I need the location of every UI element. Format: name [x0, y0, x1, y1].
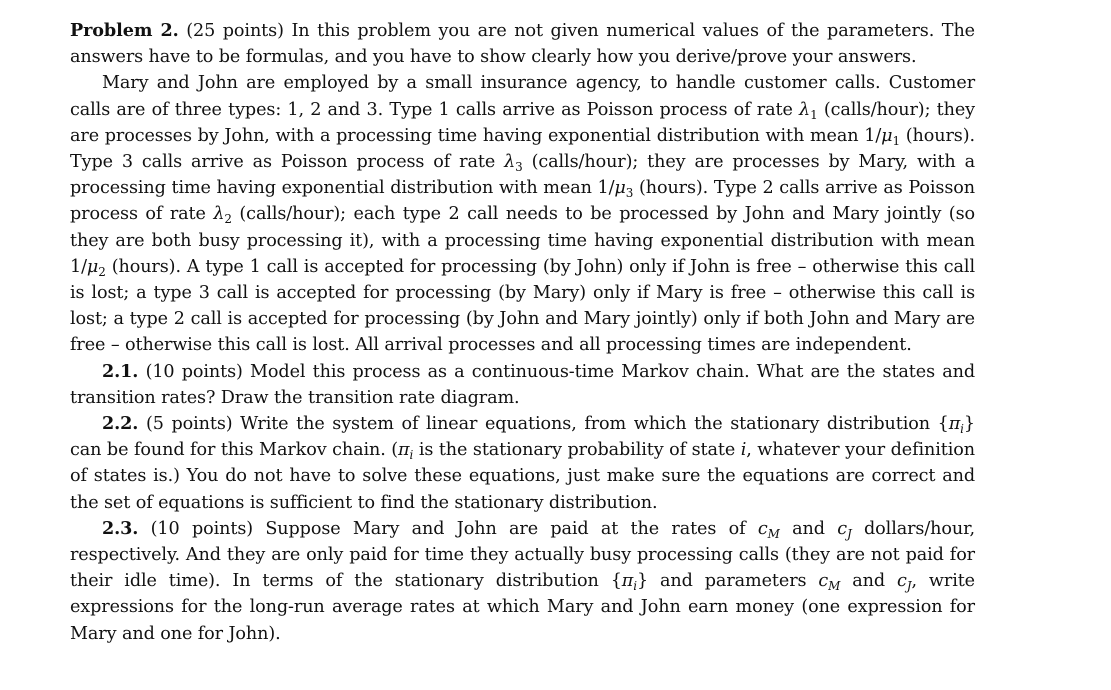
mean-mu-1: $1/\mu_1$	[864, 125, 901, 148]
q23-text-3: dollars/hour, respectively. And they are only paid for time they actually busy processing calls (they are not paid for their idle time). In terms of the stationary distribution	[70, 518, 976, 592]
q23-text-4: and parameters	[660, 571, 807, 592]
problem-intro-text: In this problem you are not given numerical values of the parameters. The answers have to be formulas, and you have to show clearly how you derive/prove your answers.	[70, 21, 975, 68]
pi-set-2: $\{\pi_i\}$	[610, 571, 649, 594]
question-2-2	[70, 411, 975, 516]
desc-sentence-7: (hours). A type 1 call is accepted for processing (by John) only if John is free – otherwise this call is lost; a type 3 call is accepted for processing (by Mary) only if Mary is free – otherwise this call is lost; a type 2 call is accepted for processing (by John and Mary jointly) only if both John and Mary are free – otherwise this call is lost. All arrival processes and all processing times are independent.	[70, 256, 975, 356]
problem-description	[70, 70, 975, 358]
q23-text-5: and	[852, 571, 886, 592]
c-j-1: $c_J$	[837, 518, 852, 542]
desc-sentence-3: (hours). Type 3 calls arrive as Poisson process of rate	[70, 125, 975, 173]
q23-text-1: (10 points) Suppose Mary and John are paid at the rates of	[150, 518, 746, 539]
lambda-3: $\lambda_3$	[504, 152, 523, 175]
problem-intro	[70, 18, 975, 70]
desc-sentence-2: (calls/hour); they are processes by John, with a processing time having exponential distribution with mean	[70, 99, 975, 146]
problem-label: Problem 2.	[70, 20, 179, 41]
q22-text-2: can be found for this Markov chain. (	[70, 440, 399, 461]
pi-i: $\pi_i$	[398, 440, 414, 463]
desc-sentence-6: (calls/hour); each type 2 call needs to be processed by John and Mary jointly (so they are both busy processing it), with a processing time having exponential distribution with mean	[70, 204, 975, 251]
lambda-1: $\lambda_1$	[799, 99, 818, 122]
mean-mu-3: $1/\mu_3$	[597, 178, 634, 201]
problem-points: (25 points)	[186, 21, 284, 41]
lambda-2: $\lambda_2$	[213, 204, 232, 227]
q22-text-3: is the stationary probability of state	[418, 440, 736, 461]
c-m-1: $c_M$	[757, 518, 780, 542]
mean-mu-2: $1/\mu_2$	[70, 256, 106, 280]
state-i: i	[740, 440, 747, 461]
q21-text: (10 points) Model this process as a continuous-time Markov chain. What are the states and transition rates? Draw the transition rate diagram.	[70, 361, 976, 408]
desc-sentence-1: Mary and John are employed by a small insurance agency, to handle customer calls. Customer calls are of three types: 1, 2 and 3. Type 1 calls arrive as Poisson process of rate	[70, 73, 975, 120]
c-j-2: $c_J$	[897, 571, 912, 594]
c-m-2: $c_M$	[818, 571, 841, 594]
desc-sentence-4: (calls/hour); they are processes by Mary, with a processing time having exponential distribution with mean	[70, 152, 975, 199]
q23-text-6: , write expressions for the long-run average rates at which Mary and John earn money (one expression for Mary and one for John).	[70, 571, 975, 644]
q21-label: 2.1.	[102, 360, 139, 382]
pi-set-1: $\{\pi_i\}$	[937, 414, 975, 437]
q22-label: 2.2.	[102, 413, 139, 435]
desc-sentence-5: (hours). Type 2 calls arrive as Poisson process of rate	[70, 178, 975, 225]
q22-text-1: (5 points) Write the system of linear equations, from which the stationary distribution	[145, 414, 930, 435]
q23-text-2: and	[792, 518, 825, 539]
problem-document	[70, 18, 975, 647]
q23-label: 2.3.	[102, 517, 139, 539]
question-2-1	[70, 359, 975, 411]
q22-text-4: , whatever your definition of states is.) You do not have to solve these equations, just make sure the equations are correct and the set of equations is sufficient to find the stationary distribution.	[70, 440, 975, 513]
question-2-3	[70, 516, 975, 647]
